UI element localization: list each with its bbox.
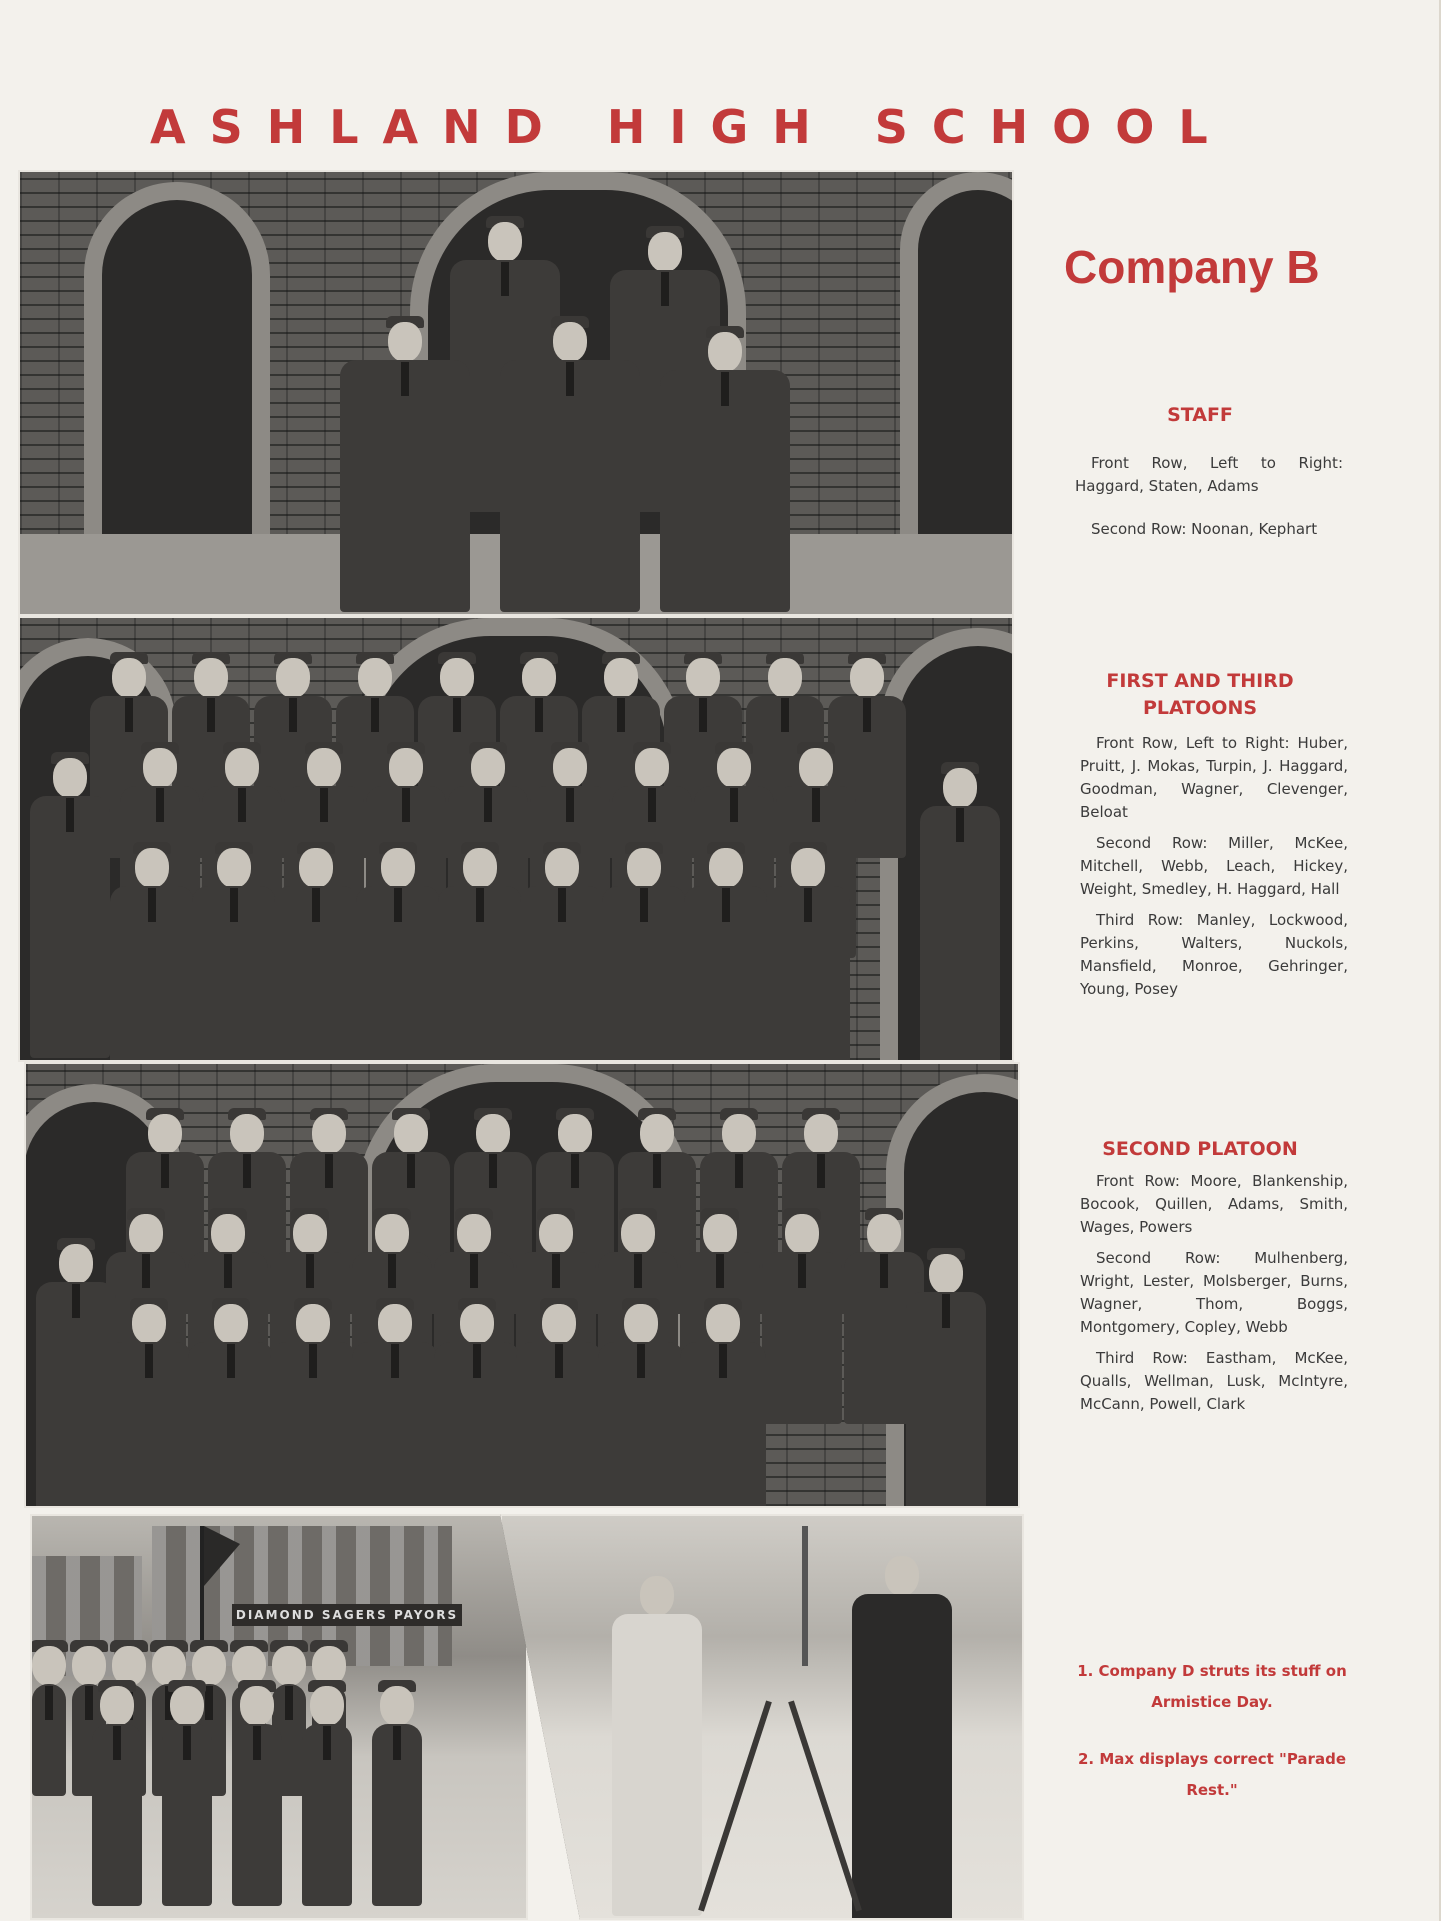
cadet (188, 1304, 274, 1508)
armistice-day-parade-photo (30, 1514, 528, 1920)
second-platoon-heading: SECOND PLATOON (1102, 1138, 1298, 1160)
staff-roster (1075, 452, 1343, 549)
roster-row: Second Row: Noonan, Kephart (1091, 520, 1318, 538)
arch (84, 182, 270, 580)
parade-rest-photo (500, 1514, 1024, 1920)
cadet (192, 848, 276, 1062)
store-sign (232, 1604, 462, 1626)
cadet (356, 848, 440, 1062)
roster-row: Second Row: Miller, McKee, Mitchell, Webb, Leach, Hickey, Weight, Smedley, H. Haggard, Hall (1080, 834, 1348, 898)
cadet (602, 848, 686, 1062)
cadet (680, 1304, 766, 1508)
roster-row: Third Row: Manley, Lockwood, Perkins, Walters, Nuckols, Mansfield, Monroe, Gehringer, Young, Posey (1080, 911, 1348, 998)
staff-photo (18, 170, 1014, 616)
cadet (30, 758, 110, 1058)
person (500, 322, 640, 612)
caption-2: 2. Max displays correct "Parade Rest." (1078, 1750, 1346, 1799)
cadet (32, 1646, 66, 1796)
person (660, 332, 790, 612)
first-third-roster (1080, 732, 1348, 1009)
cadet (766, 848, 850, 1062)
cadet-at-parade-rest (612, 1576, 702, 1916)
store-sign-text: DIAMOND (235, 1608, 316, 1622)
cadet (438, 848, 522, 1062)
cadet (110, 848, 194, 1062)
cadet (36, 1244, 116, 1508)
cadet (920, 768, 1000, 1062)
arch (900, 172, 1014, 590)
roster-row: Second Row: Mulhenberg, Wright, Lester, Molsberger, Burns, Wagner, Thom, Boggs, Montgomery, Copley, Webb (1080, 1249, 1348, 1336)
cadet (520, 848, 604, 1062)
roster-row: Third Row: Eastham, McKee, Qualls, Wellman, Lusk, McIntyre, McCann, Powell, Clark (1080, 1349, 1348, 1413)
cadet (302, 1686, 352, 1906)
first-third-heading: FIRST AND THIRD PLATOONS (1106, 670, 1294, 719)
cadet (106, 1304, 192, 1508)
cadet (598, 1304, 684, 1508)
person (340, 322, 470, 612)
cadet (92, 1686, 142, 1906)
school-title: ASHLAND HIGH SCHOOL (150, 100, 1232, 154)
roster-row: Front Row, Left to Right: Huber, Pruitt, J. Mokas, Turpin, J. Haggard, Goodman, Wagner, Clevenger, Beloat (1080, 734, 1348, 821)
roster-row: Front Row: Moore, Blankenship, Bocook, Quillen, Adams, Smith, Wages, Powers (1080, 1172, 1348, 1236)
max-at-parade-rest (852, 1556, 952, 1920)
roster-row: Front Row, Left to Right: Haggard, Staten, Adams (1075, 454, 1343, 495)
cadet (162, 1686, 212, 1906)
cadet (434, 1304, 520, 1508)
second-platoon-roster (1080, 1170, 1348, 1424)
cadet (232, 1686, 282, 1906)
cadet (906, 1254, 986, 1508)
staff-heading: STAFF (1167, 404, 1233, 426)
cadet (762, 1214, 842, 1424)
caption-1: 1. Company D struts its stuff on Armistice Day. (1077, 1662, 1347, 1711)
cadet (684, 848, 768, 1062)
cadet (516, 1304, 602, 1508)
store-sign-text: PAYORS (393, 1608, 459, 1622)
cadet (270, 1304, 356, 1508)
first-third-platoons-photo (18, 616, 1014, 1062)
store-sign-text: SAGERS (321, 1608, 388, 1622)
company-heading: Company B (1064, 241, 1320, 293)
second-platoon-photo (24, 1062, 1020, 1508)
cadet (372, 1686, 422, 1906)
cadet (352, 1304, 438, 1508)
tree (802, 1526, 808, 1666)
cadet (274, 848, 358, 1062)
